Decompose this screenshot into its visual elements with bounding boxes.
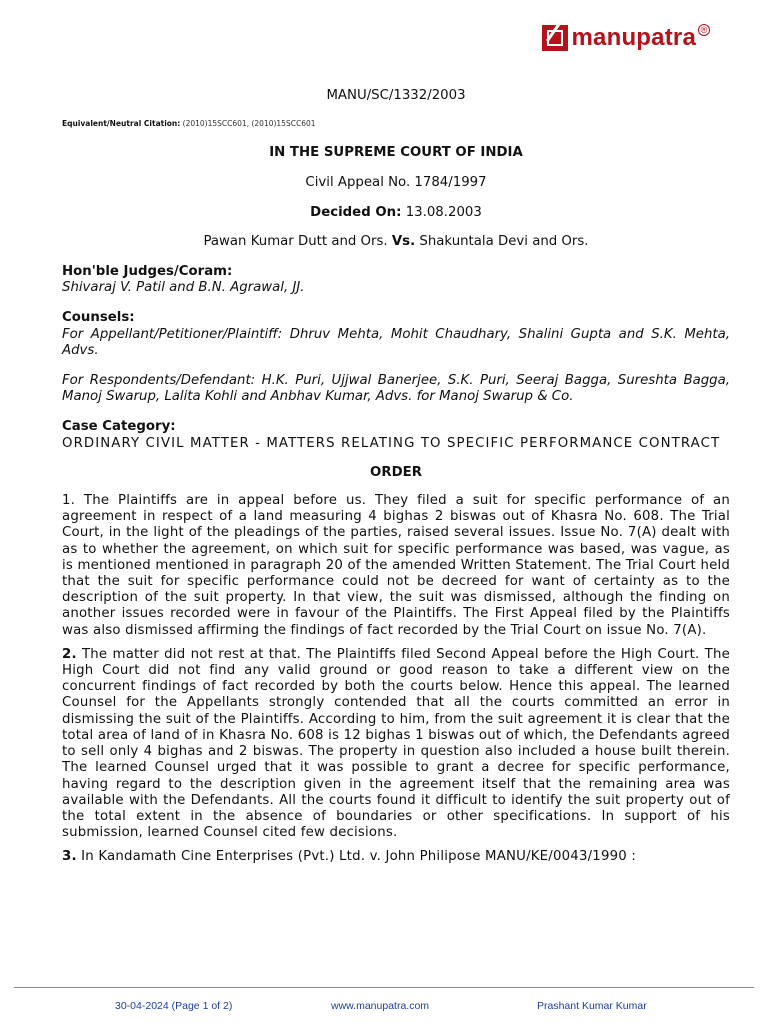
equivalent-citation-value: (2010)15SCC601, (2010)15SCC601	[182, 119, 316, 129]
page-footer	[0, 1000, 768, 1014]
paragraph-3-number: 3.	[62, 849, 77, 865]
footer-user: Prashant Kumar Kumar	[537, 1000, 647, 1012]
decided-date: 13.08.2003	[405, 204, 482, 220]
counsels-heading: Counsels:	[62, 310, 135, 326]
versus: Vs.	[391, 233, 416, 249]
counsel-respondent: For Respondents/Defendant: H.K. Puri, Ujjwal Banerjee, S.K. Puri, Seeraj Bagga, Sureshta Bagga, Manoj Swarup, Lalita Kohli and Anbhav Kumar, Advs. for Manoj Swarup & Co.	[62, 373, 730, 405]
paragraph-1	[62, 493, 730, 639]
manupatra-logo	[542, 24, 711, 52]
citation: MANU/SC/1332/2003	[326, 88, 466, 103]
decided-label: Decided On:	[310, 204, 402, 220]
paragraph-3	[62, 849, 730, 865]
paragraph-2	[62, 647, 730, 841]
paragraph-3-text: In Kandamath Cine Enterprises (Pvt.) Ltd. v. John Philipose MANU/KE/0043/1990 :	[81, 849, 637, 865]
order-title: ORDER	[370, 464, 422, 480]
decided-on	[62, 205, 730, 221]
paragraph-1-number: 1.	[62, 493, 76, 509]
logo-text: manupatra	[571, 24, 696, 51]
petitioner: Pawan Kumar Dutt and Ors.	[203, 233, 388, 249]
footer-date-page: 30-04-2024 (Page 1 of 2)	[115, 1000, 233, 1012]
case-parties	[62, 234, 730, 250]
paragraph-2-text: The matter did not rest at that. The Plaintiffs filed Second Appeal before the High Court. The High Court did not find any valid ground or good reason to take a different view on the concurrent findings of fact recorded by both the courts below. Hence this appeal. The learned Counsel for the Appellants strongly contended that all the courts committed an error in dismissing the suit of the Plaintiffs. According to him, from the suit agreement it is clear that the total area of land of in Khasra No. 608 is 12 bighas 1 biswas out of which, the Defendants agreed to sell only 4 bighas and 2 biswas. The property in question also included a house built therein. The learned Counsel urged that it was possible to grant a decree for specific performance, having regard to the description given in the agreement itself that the remaining area was available with the Defendants. All the courts found it difficult to identify the suit property out of the total extent in the absence of boundaries or other specifications. In support of his submission, learned Counsel cited few decisions.	[62, 646, 730, 841]
paragraph-2-number: 2.	[62, 646, 77, 662]
respondent: Shakuntala Devi and Ors.	[419, 233, 589, 249]
paragraph-1-text: The Plaintiffs are in appeal before us. They filed a suit for specific performance of an agreement in respect of a land measuring 4 bighas 2 biswas out of Khasra No. 608. The Trial Court, in the light of the pleadings of the parties, raised several issues. Issue No. 7(A) dealt with as to whether the agreement, on which suit for specific performance was based, was vague, as is mentioned mentioned in paragraph 20 of the amended Written Statement. The Trial Court held that the suit for specific performance could not be decreed for want of certainty as to the description of the suit property. In that view, the suit was dismissed, although the finding on another issues recorded were in favour of the Plaintiffs. The First Appeal filed by the Plaintiffs was also dismissed affirming the findings of fact recorded by the Trial Court on issue No. 7(A).	[62, 493, 730, 638]
equivalent-citation	[62, 119, 730, 129]
case-category-heading: Case Category:	[62, 419, 176, 435]
footer-divider	[14, 987, 754, 988]
equivalent-citation-label: Equivalent/Neutral Citation:	[62, 119, 181, 129]
footer-website-link[interactable]: www.manupatra.com	[331, 1000, 430, 1012]
registered-mark-icon: ®	[698, 24, 710, 36]
counsel-appellant: For Appellant/Petitioner/Plaintiff: Dhruv Mehta, Mohit Chaudhary, Shalini Gupta and S.K. Mehta, Advs.	[62, 326, 730, 358]
case-category-value: ORDINARY CIVIL MATTER - MATTERS RELATING TO SPECIFIC PERFORMANCE CONTRACT	[62, 435, 721, 451]
court-name: IN THE SUPREME COURT OF INDIA	[269, 145, 523, 161]
appeal-number: Civil Appeal No. 1784/1997	[305, 175, 487, 191]
judges-names: Shivaraj V. Patil and B.N. Agrawal, JJ.	[62, 280, 305, 296]
document-body	[62, 88, 730, 874]
manupatra-logo-icon	[542, 25, 568, 51]
judges-heading: Hon'ble Judges/Coram:	[62, 264, 233, 280]
